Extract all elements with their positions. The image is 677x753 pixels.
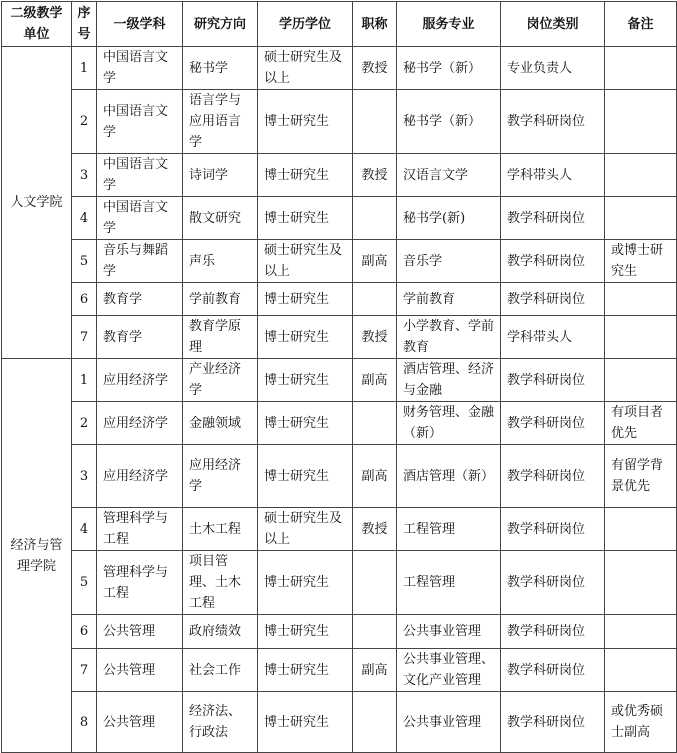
major-cell: 工程管理: [397, 508, 501, 551]
recruitment-table: [1, 1, 677, 753]
discipline-cell: 教育学: [97, 283, 183, 316]
note-cell: [605, 197, 677, 240]
note-cell: [605, 316, 677, 359]
note-cell: [605, 47, 677, 90]
discipline-cell: 应用经济学: [97, 359, 183, 402]
discipline-cell: 音乐与舞蹈学: [97, 240, 183, 283]
title-cell: 教授: [353, 47, 397, 90]
title-cell: [353, 197, 397, 240]
row-number: 5: [72, 240, 97, 283]
note-cell: [605, 508, 677, 551]
direction-cell: 应用经济学: [183, 445, 258, 508]
table-row: [2, 445, 677, 508]
degree-cell: 博士研究生: [258, 402, 353, 445]
direction-cell: 秘书学: [183, 47, 258, 90]
title-cell: [353, 283, 397, 316]
note-cell: [605, 283, 677, 316]
row-number: 1: [72, 359, 97, 402]
discipline-cell: 管理科学与工程: [97, 508, 183, 551]
direction-cell: 经济法、行政法: [183, 692, 258, 753]
title-cell: [353, 402, 397, 445]
degree-cell: 博士研究生: [258, 692, 353, 753]
major-cell: 酒店管理、经济与金融: [397, 359, 501, 402]
degree-cell: 博士研究生: [258, 283, 353, 316]
table-row: [2, 551, 677, 615]
degree-cell: 博士研究生: [258, 90, 353, 154]
title-cell: 副高: [353, 359, 397, 402]
degree-cell: 博士研究生: [258, 445, 353, 508]
discipline-cell: 应用经济学: [97, 402, 183, 445]
title-cell: 副高: [353, 240, 397, 283]
title-cell: [353, 551, 397, 615]
header-unit: 二级教学单位: [2, 2, 72, 47]
table-row: [2, 508, 677, 551]
table-row: [2, 197, 677, 240]
degree-cell: 硕士研究生及以上: [258, 508, 353, 551]
unit-cell: 人文学院: [2, 47, 72, 359]
post-cell: 教学科研岗位: [501, 649, 605, 692]
degree-cell: 博士研究生: [258, 615, 353, 649]
table-row: [2, 316, 677, 359]
post-cell: 教学科研岗位: [501, 692, 605, 753]
header-title: 职称: [353, 2, 397, 47]
table-row: [2, 154, 677, 197]
post-cell: 教学科研岗位: [501, 197, 605, 240]
direction-cell: 诗词学: [183, 154, 258, 197]
title-cell: 副高: [353, 649, 397, 692]
header-discipline: 一级学科: [97, 2, 183, 47]
direction-cell: 产业经济学: [183, 359, 258, 402]
major-cell: 学前教育: [397, 283, 501, 316]
note-cell: 有留学背景优先: [605, 445, 677, 508]
post-cell: 学科带头人: [501, 154, 605, 197]
row-number: 4: [72, 197, 97, 240]
degree-cell: 博士研究生: [258, 154, 353, 197]
title-cell: [353, 615, 397, 649]
title-cell: [353, 90, 397, 154]
major-cell: 秘书学（新）: [397, 90, 501, 154]
post-cell: 教学科研岗位: [501, 240, 605, 283]
major-cell: 公共事业管理: [397, 615, 501, 649]
row-number: 5: [72, 551, 97, 615]
post-cell: 教学科研岗位: [501, 615, 605, 649]
discipline-cell: 应用经济学: [97, 445, 183, 508]
row-number: 7: [72, 316, 97, 359]
row-number: 6: [72, 615, 97, 649]
table-row: [2, 240, 677, 283]
direction-cell: 语言学与应用语言学: [183, 90, 258, 154]
discipline-cell: 中国语言文学: [97, 47, 183, 90]
discipline-cell: 公共管理: [97, 615, 183, 649]
header-note: 备注: [605, 2, 677, 47]
note-cell: [605, 615, 677, 649]
title-cell: 教授: [353, 154, 397, 197]
degree-cell: 博士研究生: [258, 649, 353, 692]
direction-cell: 金融领域: [183, 402, 258, 445]
major-cell: 酒店管理（新）: [397, 445, 501, 508]
header-post: 岗位类别: [501, 2, 605, 47]
title-cell: 教授: [353, 508, 397, 551]
discipline-cell: 公共管理: [97, 692, 183, 753]
note-cell: [605, 154, 677, 197]
post-cell: 学科带头人: [501, 316, 605, 359]
post-cell: 专业负责人: [501, 47, 605, 90]
title-cell: 教授: [353, 316, 397, 359]
row-number: 1: [72, 47, 97, 90]
row-number: 2: [72, 402, 97, 445]
table-row: [2, 615, 677, 649]
table-row: [2, 649, 677, 692]
header-degree: 学历学位: [258, 2, 353, 47]
major-cell: 公共事业管理、文化产业管理: [397, 649, 501, 692]
header-row: [2, 2, 677, 47]
degree-cell: 博士研究生: [258, 551, 353, 615]
post-cell: 教学科研岗位: [501, 90, 605, 154]
table-row: [2, 283, 677, 316]
note-cell: [605, 649, 677, 692]
post-cell: 教学科研岗位: [501, 508, 605, 551]
header-number: 序号: [72, 2, 97, 47]
row-number: 6: [72, 283, 97, 316]
direction-cell: 项目管理、土木工程: [183, 551, 258, 615]
row-number: 8: [72, 692, 97, 753]
major-cell: 工程管理: [397, 551, 501, 615]
major-cell: 秘书学（新）: [397, 47, 501, 90]
header-major: 服务专业: [397, 2, 501, 47]
discipline-cell: 教育学: [97, 316, 183, 359]
direction-cell: 学前教育: [183, 283, 258, 316]
direction-cell: 政府绩效: [183, 615, 258, 649]
degree-cell: 博士研究生: [258, 197, 353, 240]
discipline-cell: 中国语言文学: [97, 90, 183, 154]
direction-cell: 声乐: [183, 240, 258, 283]
degree-cell: 博士研究生: [258, 359, 353, 402]
major-cell: 财务管理、金融（新）: [397, 402, 501, 445]
row-number: 7: [72, 649, 97, 692]
post-cell: 教学科研岗位: [501, 445, 605, 508]
note-cell: [605, 359, 677, 402]
direction-cell: 土木工程: [183, 508, 258, 551]
discipline-cell: 中国语言文学: [97, 154, 183, 197]
note-cell: 或优秀硕士副高: [605, 692, 677, 753]
direction-cell: 教育学原理: [183, 316, 258, 359]
row-number: 3: [72, 445, 97, 508]
table-row: [2, 402, 677, 445]
note-cell: 有项目者优先: [605, 402, 677, 445]
major-cell: 秘书学(新): [397, 197, 501, 240]
row-number: 4: [72, 508, 97, 551]
major-cell: 小学教育、学前教育: [397, 316, 501, 359]
discipline-cell: 中国语言文学: [97, 197, 183, 240]
table-row: [2, 359, 677, 402]
table-row: [2, 692, 677, 753]
note-cell: [605, 551, 677, 615]
note-cell: [605, 90, 677, 154]
degree-cell: 硕士研究生及以上: [258, 240, 353, 283]
major-cell: 公共事业管理: [397, 692, 501, 753]
post-cell: 教学科研岗位: [501, 359, 605, 402]
degree-cell: 硕士研究生及以上: [258, 47, 353, 90]
degree-cell: 博士研究生: [258, 316, 353, 359]
unit-cell: 经济与管理学院: [2, 359, 72, 753]
row-number: 3: [72, 154, 97, 197]
direction-cell: 社会工作: [183, 649, 258, 692]
major-cell: 汉语言文学: [397, 154, 501, 197]
note-cell: 或博士研究生: [605, 240, 677, 283]
table-row: [2, 47, 677, 90]
table-row: [2, 90, 677, 154]
direction-cell: 散文研究: [183, 197, 258, 240]
header-direction: 研究方向: [183, 2, 258, 47]
row-number: 2: [72, 90, 97, 154]
post-cell: 教学科研岗位: [501, 551, 605, 615]
title-cell: [353, 692, 397, 753]
title-cell: 副高: [353, 445, 397, 508]
discipline-cell: 公共管理: [97, 649, 183, 692]
discipline-cell: 管理科学与工程: [97, 551, 183, 615]
major-cell: 音乐学: [397, 240, 501, 283]
post-cell: 教学科研岗位: [501, 283, 605, 316]
post-cell: 教学科研岗位: [501, 402, 605, 445]
